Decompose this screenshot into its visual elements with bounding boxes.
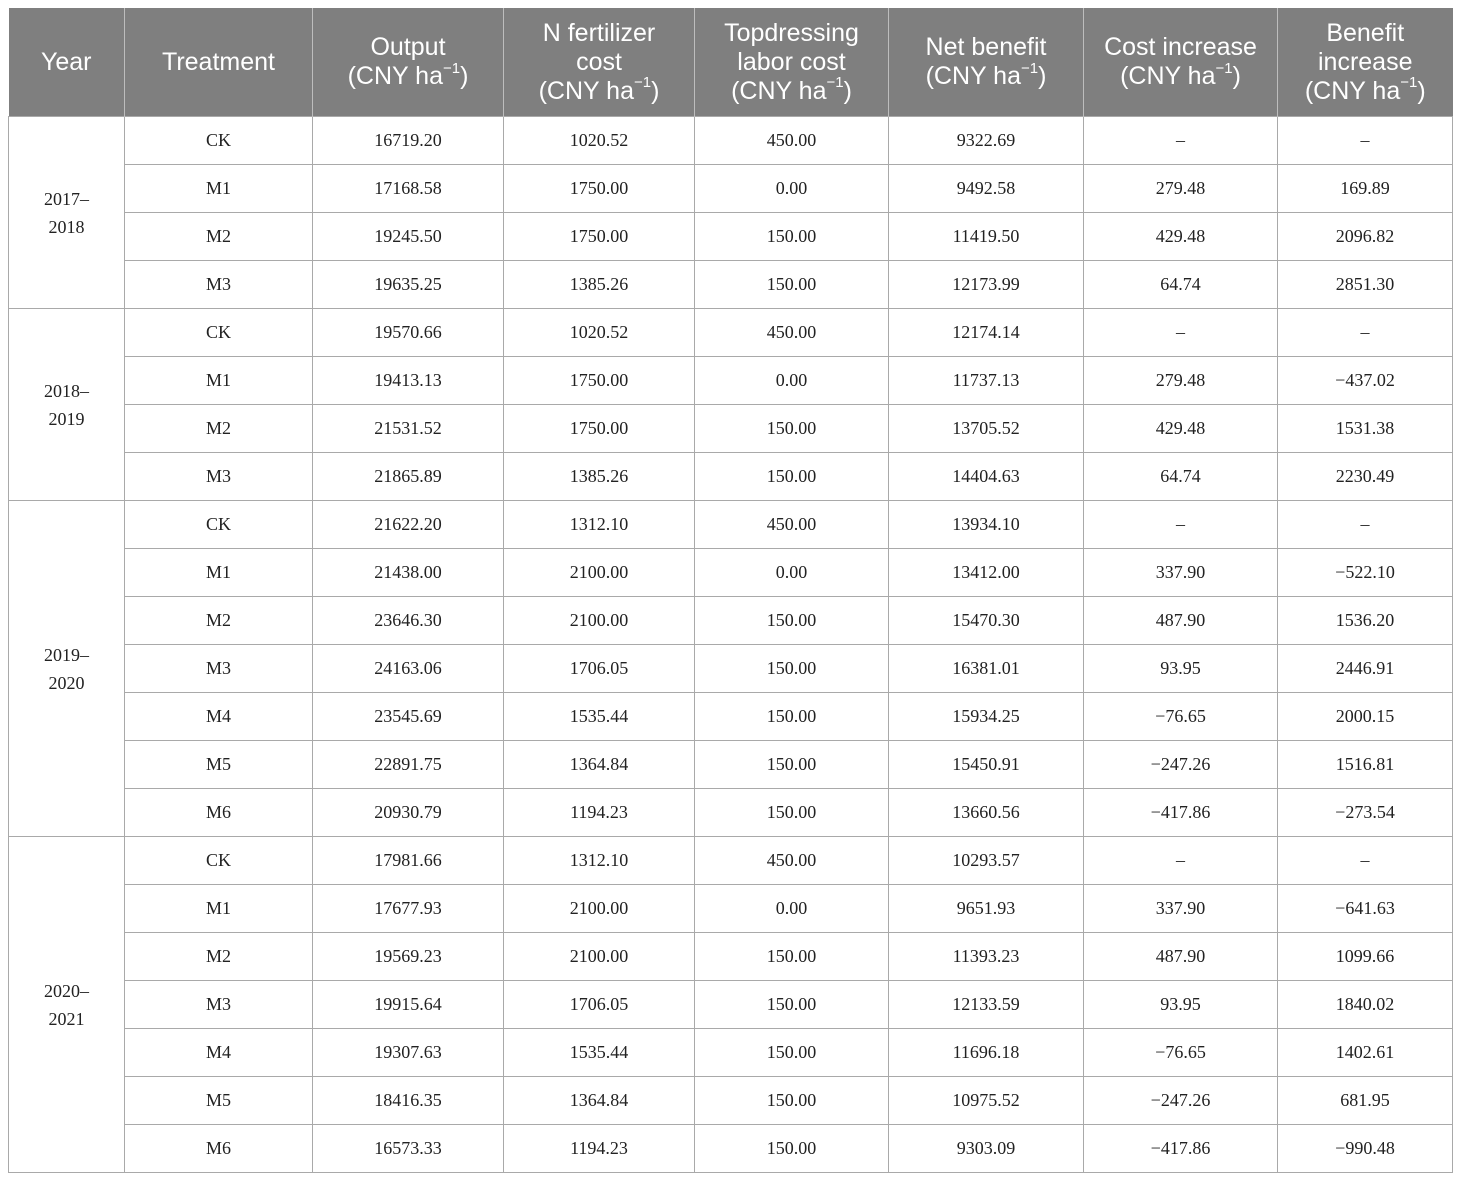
net-benefit-cell: 11737.13 bbox=[889, 357, 1084, 405]
output-cell: 17981.66 bbox=[313, 837, 504, 885]
table-row bbox=[9, 453, 1453, 501]
table-row bbox=[9, 1029, 1453, 1077]
treatment-cell: M2 bbox=[125, 405, 313, 453]
n-fertilizer-cost-cell: 1750.00 bbox=[504, 165, 695, 213]
unit-exponent: −1 bbox=[633, 74, 652, 92]
benefit-increase-cell: – bbox=[1278, 309, 1453, 357]
benefit-increase-cell: 2851.30 bbox=[1278, 261, 1453, 309]
topdressing-labor-cost-cell: 150.00 bbox=[695, 933, 889, 981]
topdressing-labor-cost-cell: 450.00 bbox=[695, 837, 889, 885]
column-header-text: N fertilizer bbox=[542, 18, 656, 47]
year-text: 2018 bbox=[48, 216, 85, 237]
column-header bbox=[9, 8, 125, 117]
output-cell: 21531.52 bbox=[313, 405, 504, 453]
year-text: 2019– bbox=[44, 644, 89, 665]
treatment-cell: CK bbox=[125, 117, 313, 165]
n-fertilizer-cost-cell: 1364.84 bbox=[504, 741, 695, 789]
benefit-increase-cell: 681.95 bbox=[1278, 1077, 1453, 1125]
n-fertilizer-cost-cell: 2100.00 bbox=[504, 549, 695, 597]
net-benefit-cell: 10975.52 bbox=[889, 1077, 1084, 1125]
topdressing-labor-cost-cell: 150.00 bbox=[695, 453, 889, 501]
year-text: 2019 bbox=[48, 408, 85, 429]
table-row bbox=[9, 1125, 1453, 1173]
output-cell: 19570.66 bbox=[313, 309, 504, 357]
cost-increase-cell: −247.26 bbox=[1084, 1077, 1278, 1125]
treatment-cell: M3 bbox=[125, 981, 313, 1029]
column-header-text: Benefit bbox=[1326, 18, 1405, 47]
net-benefit-cell: 11419.50 bbox=[889, 213, 1084, 261]
table-header bbox=[9, 8, 1453, 117]
column-header bbox=[1278, 8, 1453, 117]
year-text: 2018– bbox=[44, 380, 89, 401]
unit-exponent: −1 bbox=[826, 74, 844, 92]
column-unit: (CNY ha bbox=[925, 62, 1021, 90]
table-row bbox=[9, 309, 1453, 357]
cost-increase-cell: 429.48 bbox=[1084, 213, 1278, 261]
topdressing-labor-cost-cell: 150.00 bbox=[695, 1125, 889, 1173]
column-unit: (CNY ha bbox=[538, 76, 634, 105]
topdressing-labor-cost-cell: 450.00 bbox=[695, 501, 889, 549]
n-fertilizer-cost-cell: 1750.00 bbox=[504, 405, 695, 453]
column-header bbox=[889, 8, 1084, 117]
output-cell: 16719.20 bbox=[313, 117, 504, 165]
column-header-text: Treatment bbox=[161, 47, 275, 76]
benefit-increase-cell: −273.54 bbox=[1278, 789, 1453, 837]
year-text: 2017– bbox=[44, 188, 89, 209]
table-row bbox=[9, 885, 1453, 933]
cost-increase-cell: 337.90 bbox=[1084, 549, 1278, 597]
topdressing-labor-cost-cell: 0.00 bbox=[695, 357, 889, 405]
column-header-text: cost bbox=[576, 47, 622, 76]
net-benefit-cell: 15934.25 bbox=[889, 693, 1084, 741]
output-cell: 21622.20 bbox=[313, 501, 504, 549]
table-row bbox=[9, 117, 1453, 165]
benefit-increase-cell: – bbox=[1278, 501, 1453, 549]
topdressing-labor-cost-cell: 0.00 bbox=[695, 165, 889, 213]
treatment-cell: M2 bbox=[125, 213, 313, 261]
table-row bbox=[9, 549, 1453, 597]
net-benefit-cell: 12173.99 bbox=[889, 261, 1084, 309]
n-fertilizer-cost-cell: 1020.52 bbox=[504, 117, 695, 165]
topdressing-labor-cost-cell: 0.00 bbox=[695, 549, 889, 597]
n-fertilizer-cost-cell: 1364.84 bbox=[504, 1077, 695, 1125]
output-cell: 19915.64 bbox=[313, 981, 504, 1029]
net-benefit-cell: 10293.57 bbox=[889, 837, 1084, 885]
net-benefit-cell: 13412.00 bbox=[889, 549, 1084, 597]
column-header bbox=[695, 8, 889, 117]
table-row bbox=[9, 981, 1453, 1029]
n-fertilizer-cost-cell: 1750.00 bbox=[504, 213, 695, 261]
column-unit: (CNY ha bbox=[731, 76, 827, 105]
column-unit: (CNY ha bbox=[347, 62, 443, 90]
treatment-cell: M1 bbox=[125, 165, 313, 213]
treatment-cell: M5 bbox=[125, 1077, 313, 1125]
table-row bbox=[9, 645, 1453, 693]
output-cell: 23545.69 bbox=[313, 693, 504, 741]
column-header bbox=[504, 8, 695, 117]
output-cell: 16573.33 bbox=[313, 1125, 504, 1173]
net-benefit-cell: 12174.14 bbox=[889, 309, 1084, 357]
column-header-text: Output bbox=[370, 33, 446, 61]
column-header-text: increase bbox=[1318, 47, 1413, 76]
economic-benefit-table bbox=[8, 8, 1453, 1173]
topdressing-labor-cost-cell: 150.00 bbox=[695, 981, 889, 1029]
column-header-text: Year bbox=[40, 47, 92, 76]
n-fertilizer-cost-cell: 1535.44 bbox=[504, 1029, 695, 1077]
header-row bbox=[9, 8, 1453, 117]
year-text: 2021 bbox=[48, 1008, 85, 1029]
topdressing-labor-cost-cell: 150.00 bbox=[695, 693, 889, 741]
unit-exponent: −1 bbox=[1215, 59, 1233, 77]
cost-increase-cell: −76.65 bbox=[1084, 693, 1278, 741]
column-unit-close: ) bbox=[1038, 62, 1047, 90]
treatment-cell: M2 bbox=[125, 597, 313, 645]
benefit-increase-cell: 169.89 bbox=[1278, 165, 1453, 213]
column-unit: (CNY ha bbox=[1120, 62, 1216, 90]
benefit-increase-cell: 1840.02 bbox=[1278, 981, 1453, 1029]
unit-exponent: −1 bbox=[442, 59, 461, 77]
treatment-cell: CK bbox=[125, 309, 313, 357]
n-fertilizer-cost-cell: 1385.26 bbox=[504, 261, 695, 309]
table-row bbox=[9, 405, 1453, 453]
treatment-cell: M6 bbox=[125, 789, 313, 837]
cost-increase-cell: 93.95 bbox=[1084, 981, 1278, 1029]
output-cell: 21865.89 bbox=[313, 453, 504, 501]
unit-exponent: −1 bbox=[1400, 74, 1418, 92]
topdressing-labor-cost-cell: 150.00 bbox=[695, 405, 889, 453]
cost-increase-cell: – bbox=[1084, 837, 1278, 885]
year-text: 2020 bbox=[48, 672, 85, 693]
column-header-text: Topdressing bbox=[724, 18, 859, 47]
net-benefit-cell: 9303.09 bbox=[889, 1125, 1084, 1173]
output-cell: 19569.23 bbox=[313, 933, 504, 981]
benefit-increase-cell: −641.63 bbox=[1278, 885, 1453, 933]
n-fertilizer-cost-cell: 1312.10 bbox=[504, 501, 695, 549]
benefit-increase-cell: −437.02 bbox=[1278, 357, 1453, 405]
table-row bbox=[9, 837, 1453, 885]
output-cell: 19413.13 bbox=[313, 357, 504, 405]
output-cell: 19307.63 bbox=[313, 1029, 504, 1077]
cost-increase-cell: −417.86 bbox=[1084, 789, 1278, 837]
topdressing-labor-cost-cell: 150.00 bbox=[695, 1029, 889, 1077]
output-cell: 22891.75 bbox=[313, 741, 504, 789]
table-row bbox=[9, 165, 1453, 213]
cost-increase-cell: 279.48 bbox=[1084, 165, 1278, 213]
treatment-cell: M3 bbox=[125, 645, 313, 693]
table-row bbox=[9, 501, 1453, 549]
benefit-increase-cell: 2230.49 bbox=[1278, 453, 1453, 501]
column-unit-close: ) bbox=[843, 76, 852, 105]
output-cell: 18416.35 bbox=[313, 1077, 504, 1125]
cost-increase-cell: −76.65 bbox=[1084, 1029, 1278, 1077]
benefit-increase-cell: 1531.38 bbox=[1278, 405, 1453, 453]
column-header-text: Net benefit bbox=[925, 33, 1047, 61]
cost-increase-cell: 487.90 bbox=[1084, 597, 1278, 645]
n-fertilizer-cost-cell: 1020.52 bbox=[504, 309, 695, 357]
cost-increase-cell: −247.26 bbox=[1084, 741, 1278, 789]
treatment-cell: M1 bbox=[125, 885, 313, 933]
topdressing-labor-cost-cell: 150.00 bbox=[695, 789, 889, 837]
table-row bbox=[9, 261, 1453, 309]
net-benefit-cell: 9651.93 bbox=[889, 885, 1084, 933]
output-cell: 23646.30 bbox=[313, 597, 504, 645]
table-row bbox=[9, 213, 1453, 261]
benefit-increase-cell: 2000.15 bbox=[1278, 693, 1453, 741]
benefit-increase-cell: −990.48 bbox=[1278, 1125, 1453, 1173]
treatment-cell: M2 bbox=[125, 933, 313, 981]
n-fertilizer-cost-cell: 1194.23 bbox=[504, 789, 695, 837]
n-fertilizer-cost-cell: 1535.44 bbox=[504, 693, 695, 741]
treatment-cell: M6 bbox=[125, 1125, 313, 1173]
topdressing-labor-cost-cell: 150.00 bbox=[695, 597, 889, 645]
cost-increase-cell: 279.48 bbox=[1084, 357, 1278, 405]
cost-increase-cell: 337.90 bbox=[1084, 885, 1278, 933]
benefit-increase-cell: 1536.20 bbox=[1278, 597, 1453, 645]
year-text: 2020– bbox=[44, 980, 89, 1001]
output-cell: 24163.06 bbox=[313, 645, 504, 693]
topdressing-labor-cost-cell: 150.00 bbox=[695, 213, 889, 261]
n-fertilizer-cost-cell: 1750.00 bbox=[504, 357, 695, 405]
unit-exponent: −1 bbox=[1020, 59, 1039, 77]
column-unit-close: ) bbox=[651, 76, 660, 105]
n-fertilizer-cost-cell: 2100.00 bbox=[504, 933, 695, 981]
year-cell bbox=[9, 117, 125, 309]
net-benefit-cell: 12133.59 bbox=[889, 981, 1084, 1029]
net-benefit-cell: 15450.91 bbox=[889, 741, 1084, 789]
net-benefit-cell: 9322.69 bbox=[889, 117, 1084, 165]
column-header bbox=[313, 8, 504, 117]
n-fertilizer-cost-cell: 1706.05 bbox=[504, 981, 695, 1029]
n-fertilizer-cost-cell: 2100.00 bbox=[504, 597, 695, 645]
cost-increase-cell: 487.90 bbox=[1084, 933, 1278, 981]
treatment-cell: M4 bbox=[125, 693, 313, 741]
cost-increase-cell: – bbox=[1084, 501, 1278, 549]
column-unit: (CNY ha bbox=[1304, 76, 1401, 105]
treatment-cell: M5 bbox=[125, 741, 313, 789]
topdressing-labor-cost-cell: 0.00 bbox=[695, 885, 889, 933]
n-fertilizer-cost-cell: 1312.10 bbox=[504, 837, 695, 885]
cost-increase-cell: −417.86 bbox=[1084, 1125, 1278, 1173]
cost-increase-cell: – bbox=[1084, 309, 1278, 357]
treatment-cell: M1 bbox=[125, 549, 313, 597]
treatment-cell: CK bbox=[125, 837, 313, 885]
column-unit-close: ) bbox=[1232, 62, 1241, 90]
table-row bbox=[9, 357, 1453, 405]
output-cell: 20930.79 bbox=[313, 789, 504, 837]
table-row bbox=[9, 693, 1453, 741]
treatment-cell: M1 bbox=[125, 357, 313, 405]
net-benefit-cell: 16381.01 bbox=[889, 645, 1084, 693]
year-cell bbox=[9, 837, 125, 1173]
treatment-cell: M3 bbox=[125, 453, 313, 501]
cost-increase-cell: 429.48 bbox=[1084, 405, 1278, 453]
net-benefit-cell: 9492.58 bbox=[889, 165, 1084, 213]
n-fertilizer-cost-cell: 2100.00 bbox=[504, 885, 695, 933]
topdressing-labor-cost-cell: 150.00 bbox=[695, 645, 889, 693]
table-row bbox=[9, 933, 1453, 981]
topdressing-labor-cost-cell: 450.00 bbox=[695, 117, 889, 165]
benefit-increase-cell: – bbox=[1278, 117, 1453, 165]
table-row bbox=[9, 741, 1453, 789]
n-fertilizer-cost-cell: 1706.05 bbox=[504, 645, 695, 693]
table-row bbox=[9, 597, 1453, 645]
year-cell bbox=[9, 309, 125, 501]
topdressing-labor-cost-cell: 150.00 bbox=[695, 741, 889, 789]
net-benefit-cell: 14404.63 bbox=[889, 453, 1084, 501]
n-fertilizer-cost-cell: 1385.26 bbox=[504, 453, 695, 501]
column-header bbox=[125, 8, 313, 117]
output-cell: 19245.50 bbox=[313, 213, 504, 261]
column-header-text: labor cost bbox=[737, 47, 846, 76]
table-body bbox=[9, 117, 1453, 1173]
topdressing-labor-cost-cell: 450.00 bbox=[695, 309, 889, 357]
column-unit-close: ) bbox=[1417, 76, 1426, 105]
net-benefit-cell: 11393.23 bbox=[889, 933, 1084, 981]
cost-increase-cell: – bbox=[1084, 117, 1278, 165]
table-row bbox=[9, 789, 1453, 837]
cost-increase-cell: 64.74 bbox=[1084, 453, 1278, 501]
net-benefit-cell: 13705.52 bbox=[889, 405, 1084, 453]
treatment-cell: M3 bbox=[125, 261, 313, 309]
benefit-increase-cell: – bbox=[1278, 837, 1453, 885]
benefit-increase-cell: −522.10 bbox=[1278, 549, 1453, 597]
topdressing-labor-cost-cell: 150.00 bbox=[695, 261, 889, 309]
n-fertilizer-cost-cell: 1194.23 bbox=[504, 1125, 695, 1173]
output-cell: 21438.00 bbox=[313, 549, 504, 597]
benefit-increase-cell: 1402.61 bbox=[1278, 1029, 1453, 1077]
benefit-increase-cell: 1516.81 bbox=[1278, 741, 1453, 789]
net-benefit-cell: 11696.18 bbox=[889, 1029, 1084, 1077]
benefit-increase-cell: 2446.91 bbox=[1278, 645, 1453, 693]
cost-increase-cell: 64.74 bbox=[1084, 261, 1278, 309]
treatment-cell: M4 bbox=[125, 1029, 313, 1077]
year-cell bbox=[9, 501, 125, 837]
table-row bbox=[9, 1077, 1453, 1125]
cost-increase-cell: 93.95 bbox=[1084, 645, 1278, 693]
output-cell: 19635.25 bbox=[313, 261, 504, 309]
benefit-increase-cell: 2096.82 bbox=[1278, 213, 1453, 261]
treatment-cell: CK bbox=[125, 501, 313, 549]
topdressing-labor-cost-cell: 150.00 bbox=[695, 1077, 889, 1125]
net-benefit-cell: 13934.10 bbox=[889, 501, 1084, 549]
net-benefit-cell: 15470.30 bbox=[889, 597, 1084, 645]
net-benefit-cell: 13660.56 bbox=[889, 789, 1084, 837]
benefit-increase-cell: 1099.66 bbox=[1278, 933, 1453, 981]
output-cell: 17168.58 bbox=[313, 165, 504, 213]
column-header bbox=[1084, 8, 1278, 117]
output-cell: 17677.93 bbox=[313, 885, 504, 933]
column-header-text: Cost increase bbox=[1104, 33, 1257, 61]
column-unit-close: ) bbox=[460, 62, 469, 90]
